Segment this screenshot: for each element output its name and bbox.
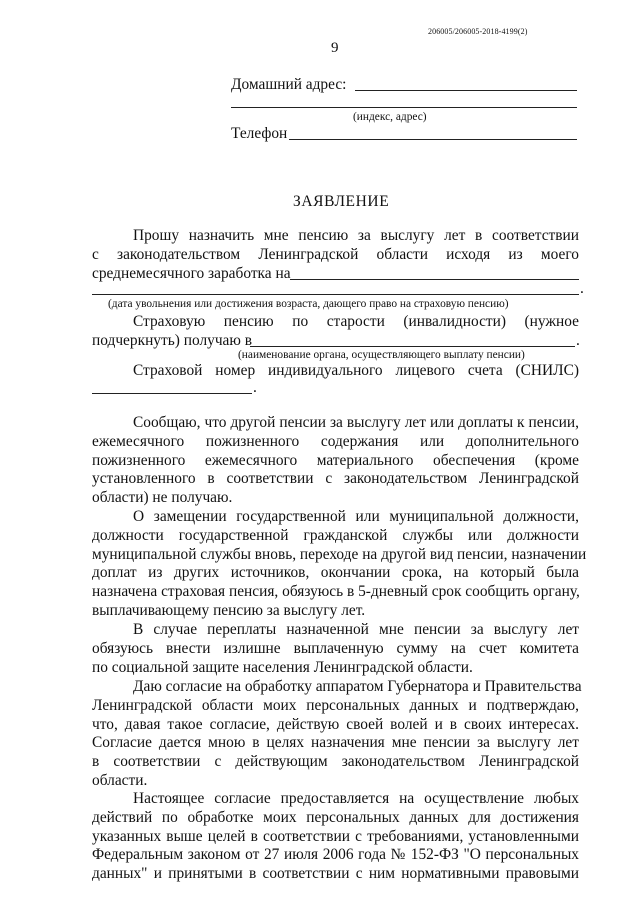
p5-line: данных" и принятыми в соответствии с ним нормативными правовыми	[92, 865, 579, 883]
snils-line: Страховой номер индивидуального лицевого счета (СНИЛС)	[133, 362, 579, 379]
page-number: 9	[331, 40, 339, 56]
p4-line: в соответствии с действующим законодательством Ленинградской	[92, 753, 579, 771]
phone-line[interactable]	[289, 139, 577, 140]
p5-line: указанных выше целей в соответствии с требованиями, установленными	[92, 827, 579, 845]
phone-label: Телефон	[231, 125, 288, 142]
p1-line: Сообщаю, что другой пенсии за выслугу лет или доплаты к пенсии,	[133, 414, 579, 431]
p4-line: Даю согласие на обработку аппаратом Губернатора и Правительства	[133, 678, 582, 695]
pension-organ-line[interactable]	[250, 346, 575, 347]
home-address-line[interactable]	[355, 90, 577, 91]
pension-organ-dot: .	[576, 332, 580, 349]
request-line-1: Прошу назначить мне пенсию за выслугу лет в соответствии	[133, 227, 579, 244]
pension-organ-hint: (наименование органа, осуществляющего выплату пенсии)	[238, 349, 525, 361]
document-title: ЗАЯВЛЕНИЕ	[293, 193, 390, 210]
p2-line: О замещении государственной или муниципальной должности,	[133, 508, 579, 525]
date-hint: (дата увольнения или достижения возраста, дающего право на страховую пенсию)	[108, 298, 509, 310]
p5-line: Федеральным законом от 27 июля 2006 года № 152-ФЗ "О персональных	[92, 846, 579, 864]
snils-field-line[interactable]	[92, 393, 252, 394]
p3-line: В случае переплаты назначенной мне пенсии за выслугу лет	[133, 621, 579, 638]
paragraph-no-other-pension	[92, 414, 579, 508]
snils-dot: .	[253, 379, 257, 396]
p2-line: должности государственной гражданской службы или должности	[92, 526, 579, 544]
p3-line: обязуюсь внести излишне выплаченную сумму на счет комитета	[92, 639, 579, 657]
insurance-line-2: подчеркнуть) получаю в	[92, 332, 253, 349]
paragraph-position-change	[92, 508, 587, 621]
p1-line: установленного в соответствии с законодательством Ленинградской	[92, 470, 579, 488]
request-line-2: с законодательством Ленинградской области исходя из моего	[92, 246, 579, 263]
date-line[interactable]	[92, 294, 579, 295]
salary-line[interactable]	[290, 279, 579, 280]
p1-line: области) не получаю.	[92, 489, 233, 507]
p2-line: назначена страховая пенсия, обязуюсь в 5-дневный срок сообщить органу,	[92, 583, 580, 601]
home-address-line-2[interactable]	[231, 107, 577, 108]
p4-line: Ленинградской области моих персональных данных и подтверждаю,	[92, 696, 579, 714]
index-address-hint: (индекс, адрес)	[353, 111, 427, 123]
home-address-label: Домашний адрес:	[231, 76, 347, 93]
p2-line: выплачивающему пенсию за выслугу лет.	[92, 601, 366, 619]
request-line-3: среднемесячного заработка на	[92, 265, 291, 282]
p2-line: доплат из других источников, окончании срока, на который была	[92, 564, 579, 582]
p5-line: действий по обработке моих персональных данных для достижения	[92, 808, 579, 826]
p4-line: области.	[92, 771, 148, 789]
p3-line: по социальной защите населения Ленинградской области.	[92, 658, 473, 676]
paragraph-overpayment	[92, 621, 579, 677]
date-line-dot: .	[580, 280, 584, 297]
paragraph-consent-scope	[92, 790, 579, 884]
paragraph-consent	[92, 678, 582, 791]
p5-line: Настоящее согласие предоставляется на осуществление любых	[133, 790, 579, 807]
p2-line: муниципальной службы вновь, переходе на другой вид пенсии, назначении	[92, 545, 587, 563]
p4-line: что, давая такое согласие, действую своей волей и в своих интересах.	[92, 715, 579, 733]
document-id: 206005/206005-2018-4199(2)	[428, 27, 528, 36]
p1-line: пожизненного ежемесячного материального обеспечения (кроме	[92, 451, 579, 469]
insurance-line-1: Страховую пенсию по старости (инвалидности) (нужное	[133, 313, 579, 330]
p1-line: ежемесячного пожизненного содержания или дополнительного	[92, 432, 579, 450]
p4-line: Согласие дается мною в целях назначения мне пенсии за выслугу лет	[92, 734, 579, 752]
